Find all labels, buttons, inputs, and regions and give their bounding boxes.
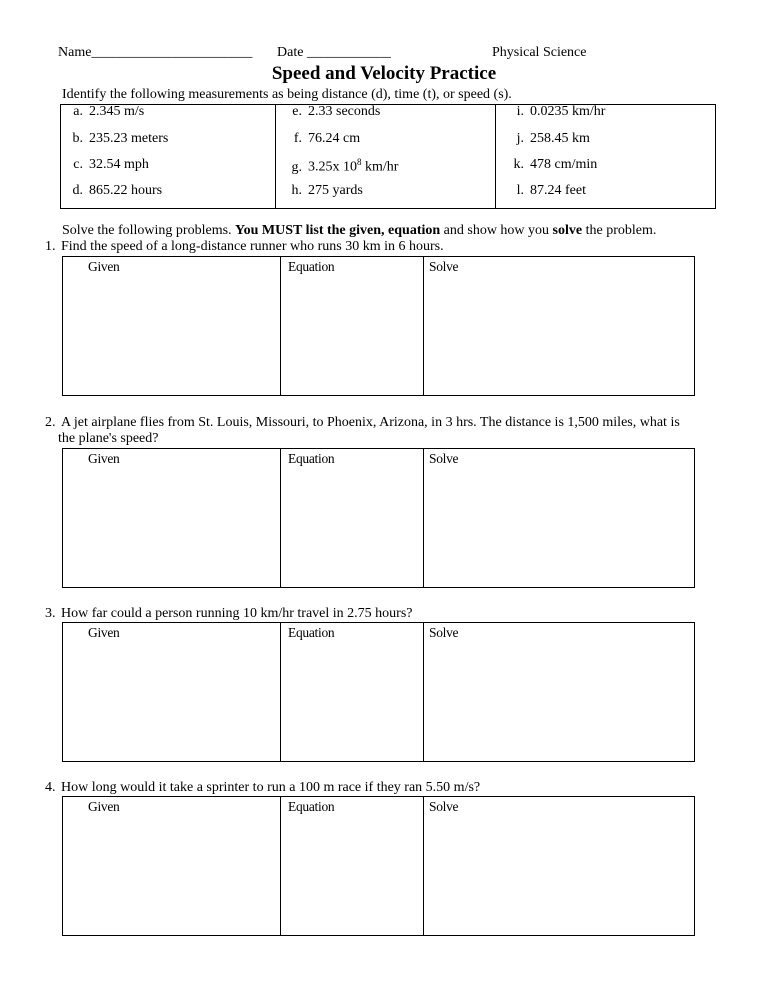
problem-2-question-cont: the plane's speed? [58, 431, 159, 446]
date-field[interactable]: Date ____________ [277, 45, 391, 60]
problem-3-answer-box[interactable] [62, 622, 695, 762]
equation-label: Equation [288, 625, 335, 640]
given-label: Given [88, 625, 120, 640]
solve-label: Solve [429, 259, 459, 274]
problem-number: 4. [45, 780, 56, 795]
measurement-value: 76.24 cm [308, 131, 361, 146]
equation-label: Equation [288, 451, 335, 466]
measurement-d [61, 183, 162, 199]
problem-2-question [45, 415, 680, 431]
solve-instructions-bold: solve [552, 223, 583, 238]
solve-instructions-text: and show how you [440, 223, 553, 238]
measurement-value: 258.45 km [530, 131, 590, 146]
measurement-letter: a. [73, 104, 83, 119]
measurement-value: 865.22 hours [89, 183, 163, 198]
problem-text: How far could a person running 10 km/hr travel in 2.75 hours? [61, 606, 413, 621]
problem-text: How long would it take a sprinter to run a 100 m race if they ran 5.50 m/s? [61, 780, 481, 795]
solve-instructions-text: the problem. [582, 223, 657, 238]
measurement-i [502, 104, 605, 120]
given-label: Given [88, 259, 120, 274]
measurement-e [280, 104, 380, 120]
equation-label: Equation [288, 799, 335, 814]
problem-number: 3. [45, 606, 56, 621]
measurement-k [502, 157, 597, 173]
course-name: Physical Science [492, 45, 587, 60]
measurement-value: 87.24 feet [530, 183, 586, 198]
measurement-value: 235.23 meters [89, 131, 169, 146]
measurements-table [60, 104, 716, 209]
problem-text: A jet airplane flies from St. Louis, Missouri, to Phoenix, Arizona, in 3 hrs. The distance is 1,500 miles, what is [61, 415, 680, 430]
problem-text: Find the speed of a long-distance runner who runs 30 km in 6 hours. [61, 239, 444, 254]
problem-3-question [45, 606, 412, 622]
measurement-value-exponent: 8 [357, 157, 362, 167]
measurement-letter: f. [293, 131, 302, 146]
measurement-value-unit: km/hr [361, 159, 399, 175]
solve-label: Solve [429, 451, 459, 466]
measurement-value: 2.345 m/s [89, 104, 145, 119]
column-divider [423, 623, 424, 761]
measurement-value: 478 cm/min [530, 157, 598, 172]
measurement-letter: k. [513, 157, 524, 172]
measurement-value: 275 yards [308, 183, 363, 198]
solve-instructions-text: Solve the following problems. [62, 223, 236, 238]
column-divider [280, 257, 281, 395]
measurement-value: 2.33 seconds [308, 104, 381, 119]
measurement-letter: j. [516, 131, 524, 146]
problem-4-answer-box[interactable] [62, 796, 695, 936]
identify-instructions: Identify the following measurements as being distance (d), time (t), or speed (s). [62, 87, 512, 102]
measurement-letter: h. [291, 183, 302, 198]
column-divider [280, 797, 281, 935]
problem-1-answer-box[interactable] [62, 256, 695, 396]
given-label: Given [88, 451, 120, 466]
column-divider [423, 257, 424, 395]
measurement-letter: e. [292, 104, 302, 119]
measurement-value-base: 3.25x 10 [308, 159, 357, 175]
solve-instructions-bold: You MUST list the given, equation [235, 223, 441, 238]
measurement-letter: l. [516, 183, 524, 198]
measurement-letter: d. [72, 183, 83, 198]
measurement-c [61, 157, 149, 173]
column-divider [280, 623, 281, 761]
problem-1-question [45, 239, 444, 255]
measurement-h [280, 183, 363, 199]
measurement-a [61, 104, 144, 120]
measurement-b [61, 131, 168, 147]
problem-2-answer-box[interactable] [62, 448, 695, 588]
column-divider [275, 105, 276, 208]
measurement-value: 32.54 mph [89, 157, 149, 172]
problem-4-question [45, 780, 480, 796]
measurement-l [502, 183, 586, 199]
column-divider [495, 105, 496, 208]
measurement-g [280, 157, 398, 176]
problem-number: 1. [45, 239, 56, 254]
given-label: Given [88, 799, 120, 814]
measurement-letter: c. [73, 157, 83, 172]
column-divider [423, 449, 424, 587]
measurement-letter: i. [516, 104, 524, 119]
equation-label: Equation [288, 259, 335, 274]
column-divider [280, 449, 281, 587]
measurement-j [502, 131, 590, 147]
name-field[interactable]: Name_______________________ [58, 45, 253, 60]
column-divider [423, 797, 424, 935]
measurement-letter: g. [291, 159, 302, 175]
solve-instructions [62, 223, 656, 239]
solve-label: Solve [429, 799, 459, 814]
problem-number: 2. [45, 415, 56, 430]
measurement-f [280, 131, 360, 147]
page-title: Speed and Velocity Practice [271, 63, 497, 84]
measurement-letter: b. [72, 131, 83, 146]
measurement-value: 0.0235 km/hr [530, 104, 606, 119]
solve-label: Solve [429, 625, 459, 640]
